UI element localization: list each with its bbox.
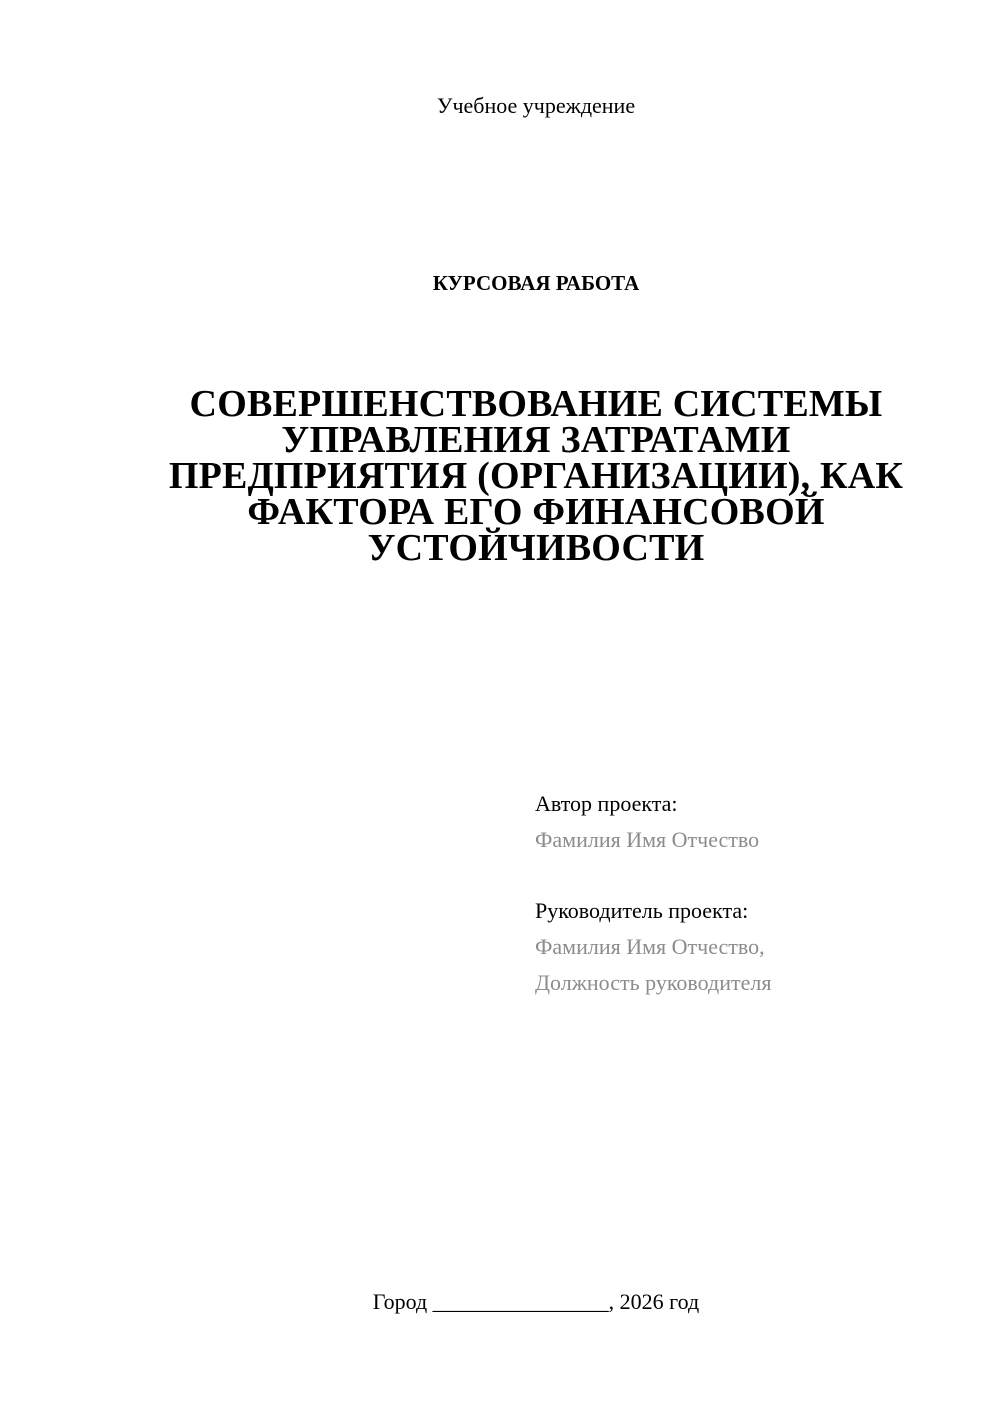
- supervisor-label: Руководитель проекта:: [535, 898, 749, 923]
- work-title: [100, 383, 972, 569]
- work-title-line: УПРАВЛЕНИЯ ЗАТРАТАМИ: [281, 419, 791, 461]
- work-title-line: УСТОЙЧИВОСТИ: [367, 527, 705, 569]
- work-title-line: ФАКТОРА ЕГО ФИНАНСОВОЙ: [247, 491, 825, 533]
- work-type-heading: КУРСОВАЯ РАБОТА: [432, 271, 640, 295]
- work-title-line: СОВЕРШЕНСТВОВАНИЕ СИСТЕМЫ: [189, 383, 883, 425]
- work-title-line: ПРЕДПРИЯТИЯ (ОРГАНИЗАЦИИ), КАК: [168, 455, 904, 497]
- supervisor-block: [535, 893, 955, 1001]
- institution-name: Учебное учреждение: [436, 93, 636, 118]
- supervisor-position-placeholder: Должность руководителя: [535, 970, 772, 995]
- supervisor-name-placeholder: Фамилия Имя Отчество,: [535, 934, 765, 959]
- author-label: Автор проекта:: [535, 791, 678, 816]
- city-year-line: Город ________________, 2026 год: [372, 1289, 700, 1314]
- author-block: [535, 786, 955, 858]
- author-name-placeholder: Фамилия Имя Отчество: [535, 827, 760, 852]
